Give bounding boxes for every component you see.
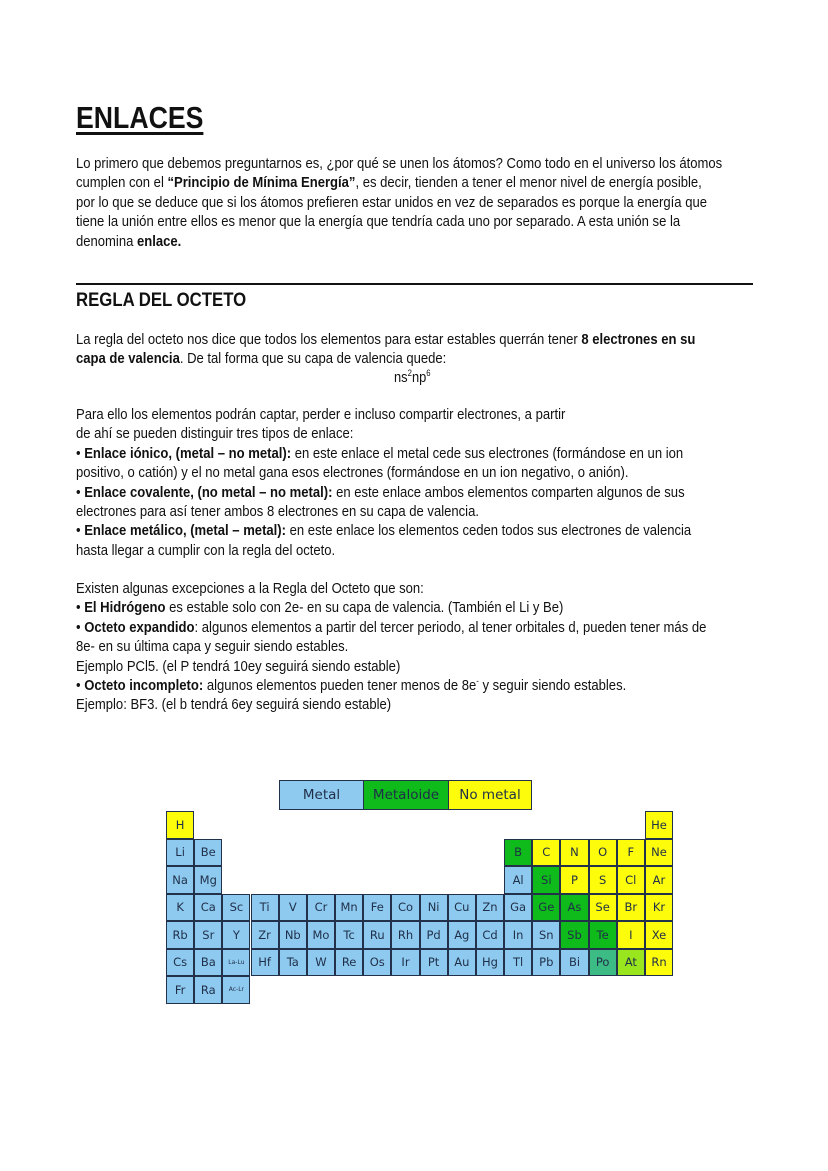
text-segment: 8e- en su última capa y seguir siendo estables.	[76, 638, 349, 656]
octet-rule-paragraph	[76, 330, 755, 369]
formula-sup-2: 2	[407, 368, 412, 378]
element-mg: Mg	[194, 866, 222, 894]
element-n: N	[560, 839, 588, 867]
text-line	[76, 330, 755, 349]
bond-types-paragraph	[76, 405, 755, 560]
element-co: Co	[391, 894, 419, 922]
element-y: Y	[222, 921, 250, 949]
text-segment: -	[476, 675, 479, 686]
bold-text: “Principio de Mínima Energía”	[167, 174, 356, 192]
element-ta: Ta	[279, 949, 307, 977]
text-line	[76, 424, 755, 443]
element-ir: Ir	[391, 949, 419, 977]
element-hf: Hf	[251, 949, 279, 977]
element-hg: Hg	[476, 949, 504, 977]
text-line	[76, 657, 755, 676]
section-heading: REGLA DEL OCTETO	[76, 289, 247, 311]
element-po: Po	[589, 949, 617, 977]
text-segment: Para ello los elementos podrán captar, perder e incluso compartir electrones, a partir	[76, 406, 566, 423]
element-sc: Sc	[222, 894, 250, 922]
element-ti: Ti	[251, 894, 279, 922]
element-mn: Mn	[335, 894, 363, 922]
text-segment: •	[76, 599, 85, 617]
element-cs: Cs	[166, 949, 194, 977]
text-segment: de ahí se pueden distinguir tres tipos de enlace:	[76, 425, 354, 443]
text-line	[76, 349, 755, 368]
element-in: In	[504, 921, 532, 949]
element-te: Te	[589, 921, 617, 949]
element-h: H	[166, 811, 194, 839]
element-zn: Zn	[476, 894, 504, 922]
formula-sup-6: 6	[426, 368, 431, 378]
element-cr: Cr	[307, 894, 335, 922]
section-divider	[76, 283, 753, 285]
element-s: S	[589, 866, 617, 894]
element-ra: Ra	[194, 976, 222, 1004]
legend-metaloide: Metaloide	[363, 780, 449, 810]
text-segment: •	[76, 618, 85, 636]
formula-ns: ns	[394, 369, 408, 386]
text-segment: en este enlace el metal cede sus electrones (formándose en un ion	[291, 444, 684, 462]
text-line	[76, 695, 755, 714]
element-pb: Pb	[532, 949, 560, 977]
element-tl: Tl	[504, 949, 532, 977]
formula-np: np	[411, 369, 427, 386]
element-v: V	[279, 894, 307, 922]
bold-text: 8 electrones en su	[581, 331, 696, 348]
page-title: ENLACES	[76, 100, 204, 135]
element-cl: Cl	[617, 866, 645, 894]
element-mo: Mo	[307, 921, 335, 949]
element-ca: Ca	[194, 894, 222, 922]
element-kr: Kr	[645, 894, 673, 922]
element-xe: Xe	[645, 921, 673, 949]
text-line	[76, 154, 755, 173]
element-w: W	[307, 949, 335, 977]
element-sr: Sr	[194, 921, 222, 949]
text-segment: electrones para así tener ambos 8 electrones en su capa de valencia.	[76, 502, 479, 520]
element-rb: Rb	[166, 921, 194, 949]
text-line	[76, 444, 755, 463]
text-segment: •	[76, 676, 85, 694]
text-line	[76, 232, 755, 251]
text-segment: Existen algunas excepciones a la Regla del Octeto que son:	[76, 580, 424, 597]
element-ne: Ne	[645, 839, 673, 867]
text-line	[76, 193, 755, 212]
text-segment: La regla del octeto nos dice que todos los elementos para estar estables querrán tener	[76, 331, 582, 348]
element-al: Al	[504, 866, 532, 894]
element-zr: Zr	[251, 921, 279, 949]
text-line	[76, 173, 755, 192]
element-pd: Pd	[420, 921, 448, 949]
bold-text: Octeto expandido	[84, 618, 195, 636]
text-segment: algunos elementos pueden tener menos de 8e	[203, 676, 477, 694]
text-line	[76, 637, 755, 656]
element-sn: Sn	[532, 921, 560, 949]
element-ac-lr: Ac-Lr	[222, 976, 250, 1004]
element-tc: Tc	[335, 921, 363, 949]
text-line	[76, 541, 755, 560]
element-cd: Cd	[476, 921, 504, 949]
text-line	[76, 463, 755, 482]
element-nb: Nb	[279, 921, 307, 949]
text-segment: •	[76, 483, 85, 501]
element-b: B	[504, 839, 532, 867]
element-he: He	[645, 811, 673, 839]
valence-formula	[394, 369, 431, 386]
text-segment: en este enlace ambos elementos comparten algunos de sus	[332, 483, 685, 501]
text-line	[76, 521, 755, 540]
text-segment: es estable solo con 2e- en su capa de valencia. (También el Li y Be)	[165, 599, 564, 617]
text-segment: en este enlace los elementos ceden todos sus electrones de valencia	[286, 522, 692, 540]
element-as: As	[560, 894, 588, 922]
bold-text: Enlace iónico, (metal – no metal):	[84, 444, 292, 462]
exceptions-paragraph	[76, 579, 755, 715]
element-ar: Ar	[645, 866, 673, 894]
text-line	[76, 598, 755, 617]
text-line	[76, 502, 755, 521]
element-be: Be	[194, 839, 222, 867]
bold-text: Enlace covalente, (no metal – no metal):	[84, 483, 333, 501]
text-segment: hasta llegar a cumplir con la regla del octeto.	[76, 541, 336, 559]
element-la-lu: La-Lu	[222, 949, 250, 977]
element-at: At	[617, 949, 645, 977]
text-line	[76, 579, 755, 598]
text-segment: . De tal forma que su capa de valencia quede:	[179, 350, 447, 368]
text-segment: •	[76, 444, 85, 462]
bold-text: enlace.	[137, 232, 182, 250]
text-line	[76, 212, 755, 231]
text-line	[76, 405, 755, 424]
text-line	[76, 618, 755, 637]
text-line	[76, 483, 755, 502]
text-segment: por lo que se deduce que si los átomos prefieren estar unidos en vez de separados es porque la energía que	[76, 193, 707, 211]
element-i: I	[617, 921, 645, 949]
legend-no-metal: No metal	[448, 780, 532, 810]
element-os: Os	[363, 949, 391, 977]
element-ni: Ni	[420, 894, 448, 922]
element-si: Si	[532, 866, 560, 894]
text-segment: •	[76, 522, 85, 540]
element-pt: Pt	[420, 949, 448, 977]
element-f: F	[617, 839, 645, 867]
element-br: Br	[617, 894, 645, 922]
text-segment: Lo primero que debemos preguntarnos es, ¿por qué se unen los átomos? Como todo en el universo los átomos	[76, 155, 723, 172]
bold-text: Octeto incompleto:	[84, 676, 204, 694]
bold-text: capa de valencia	[76, 350, 180, 368]
bold-text: El Hidrógeno	[84, 599, 166, 617]
text-segment: : algunos elementos a partir del tercer periodo, al tener orbitales d, pueden tener más de	[194, 618, 707, 636]
element-k: K	[166, 894, 194, 922]
element-bi: Bi	[560, 949, 588, 977]
element-au: Au	[448, 949, 476, 977]
text-segment: positivo, o catión) y el no metal gana esos electrones (formándose en un ion negativo, o anión).	[76, 464, 629, 482]
element-p: P	[560, 866, 588, 894]
text-segment: y seguir siendo estables.	[478, 676, 627, 694]
element-ba: Ba	[194, 949, 222, 977]
element-ru: Ru	[363, 921, 391, 949]
text-segment: , es decir, tienden a tener el menor nivel de energía posible,	[355, 174, 702, 192]
element-sb: Sb	[560, 921, 588, 949]
element-re: Re	[335, 949, 363, 977]
text-segment: tiene la unión entre ellos es menor que la energía que tendría cada uno por separado. A esta unión se la	[76, 213, 681, 231]
element-na: Na	[166, 866, 194, 894]
element-fe: Fe	[363, 894, 391, 922]
element-rh: Rh	[391, 921, 419, 949]
element-ge: Ge	[532, 894, 560, 922]
element-ag: Ag	[448, 921, 476, 949]
element-o: O	[589, 839, 617, 867]
element-se: Se	[589, 894, 617, 922]
bold-text: Enlace metálico, (metal – metal):	[84, 522, 287, 540]
text-segment: Ejemplo PCl5. (el P tendrá 10ey seguirá siendo estable)	[76, 657, 401, 675]
element-cu: Cu	[448, 894, 476, 922]
element-fr: Fr	[166, 976, 194, 1004]
text-line	[76, 676, 755, 695]
intro-paragraph	[76, 154, 755, 251]
text-segment: cumplen con el	[76, 174, 168, 192]
legend-metal: Metal	[279, 780, 364, 810]
element-ga: Ga	[504, 894, 532, 922]
element-rn: Rn	[645, 949, 673, 977]
element-li: Li	[166, 839, 194, 867]
text-segment: Ejemplo: BF3. (el b tendrá 6ey seguirá siendo estable)	[76, 696, 392, 714]
element-c: C	[532, 839, 560, 867]
text-segment: denomina	[76, 232, 138, 250]
